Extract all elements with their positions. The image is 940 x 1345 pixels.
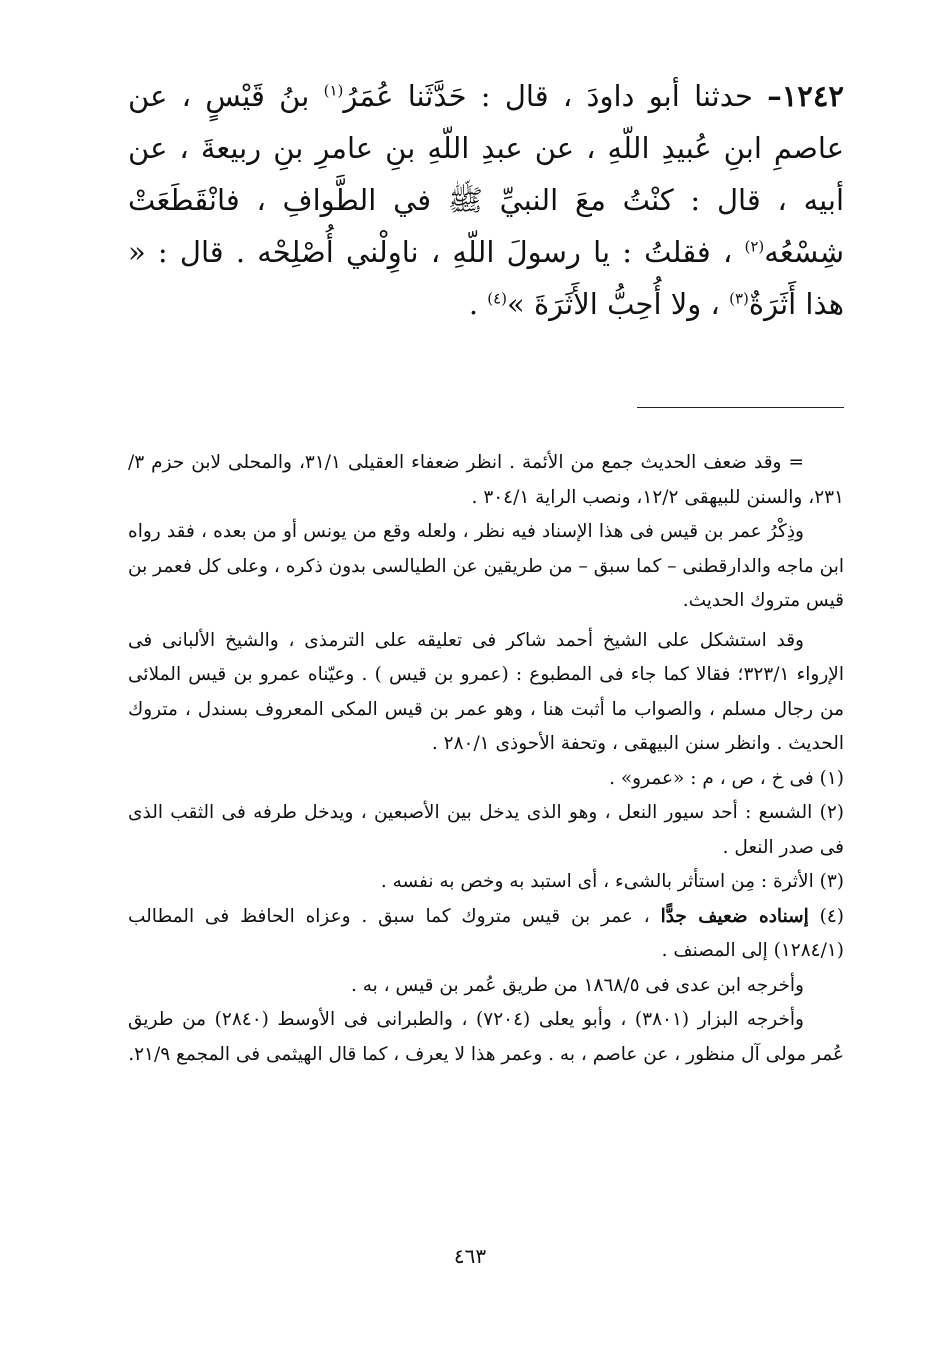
- hadith-number-dash: –: [767, 79, 782, 113]
- hadith-paragraph: [128, 70, 844, 330]
- footnote-ref-2: (٢): [744, 237, 765, 256]
- footnote-3: (٣) الأثرة : مِن استأثر بالشىء ، أى استبد به وخص به نفسه .: [380, 871, 844, 892]
- hadith-text-part-3: ، فقلتُ : يا رسولَ اللّهِ ، ناوِلْني أُصْلِحْه . قال : « هذا أَثَرَةٌ: [128, 235, 844, 321]
- footnote-ref-4: (٤): [487, 289, 508, 308]
- footnote-4-extra-2: وأخرجه البزار (٣٨٠١) ، وأبو يعلى (٧٢٠٤) ، والطبرانى فى الأوسط (٢٨٤٠) من طريق عُمر مولى آل منظور ، عن عاصم ، به . وعمر هذا لا يعرف ، كما قال الهيثمى فى المجمع ٢١/٩.: [128, 1009, 844, 1065]
- footnote-2: (٢) الشسع : أحد سيور النعل ، وهو الذى يدخل بين الأصبعين ، ويدخل طرفه فى الثقب الذى فى صدر النعل .: [128, 802, 844, 858]
- hadith-text-part-2: بنُ قَيْسٍ ، عن عاصمِ ابنِ عُبيدِ اللّهِ ، عن عبدِ اللّهِ بنِ عامرِ بنِ ربيعةَ ، عن أبيه ، قال : كنْتُ معَ النبيِّ ﷺ في الطَّوافِ ، فانْقَطَعَتْ شِسْعُه: [128, 79, 844, 269]
- hadith-text: [128, 70, 844, 330]
- footnote-4: [128, 900, 844, 969]
- footnote-1: (١) فى خ ، ص ، م : «عمرو» .: [609, 767, 844, 789]
- footnote-ref-3: (٣): [729, 289, 749, 308]
- page-number: ٤٦٣: [453, 1244, 487, 1268]
- footnote-4-number: (٤): [808, 905, 844, 927]
- footnote-4-text: ، عمر بن قيس متروك كما سبق . وعزاه الحافظ فى المطالب (١٢٨٤/١) إلى المصنف .: [128, 905, 844, 961]
- hadith-text-part-4: ، ولا أُحِبُّ الأَثَرَةَ »: [507, 287, 730, 321]
- hadith-text-part-5: .: [468, 287, 488, 321]
- footnote-separator: [637, 407, 844, 408]
- footnote-continuation-2: وذِكْرُ عمر بن قيس فى هذا الإسناد فيه نظر ، ولعله وقع من يونس أو من بعده ، فقد رواه ابن ماجه والدارقطنى – كما سبق – من طريقين عن الطيالسى بدون ذكره ، وعلى كل فعمر بن قيس متروك الحديث.: [128, 521, 844, 611]
- footnote-continuation-3: وقد استشكل على الشيخ أحمد شاكر فى تعليقه على الترمذى ، والشيخ الألبانى فى الإرواء ٣٢٣/١؛ فقالا كما جاء فى المطبوع : (عمرو بن قيس ) . وعيّناه عمرو بن قيس الملائى من رجال مسلم ، والصواب ما أثبت هنا ، وهو عمر بن قيس المكى المعروف بسندل ، متروك الحديث . وانظر سنن البيهقى ، وتحفة الأحوذى ٢٨٠/١ .: [128, 629, 844, 754]
- footnotes: [128, 446, 844, 1072]
- hadith-text-part-1: حدثنا أبو داودَ ، قال : حَدَّثَنا عُمَرُ: [343, 79, 753, 113]
- footnote-ref-1: (١): [323, 81, 344, 100]
- footnote-4-grading: إسناده ضعيف جدًّا: [660, 905, 809, 927]
- footnote-continuation-1: = وقد ضعف الحديث جمع من الأئمة . انظر ضعفاء العقيلى ٣١/١، والمحلى لابن حزم ٣/ ٢٣١، والسنن للبيهقى ١٢/٢، ونصب الراية ٣٠٤/١ .: [128, 452, 844, 508]
- hadith-number: ١٢٤٢: [781, 79, 844, 113]
- footnote-4-extra-1: وأخرجه ابن عدى فى ١٨٦٨/٥ من طريق عُمر بن قيس ، به .: [350, 974, 804, 996]
